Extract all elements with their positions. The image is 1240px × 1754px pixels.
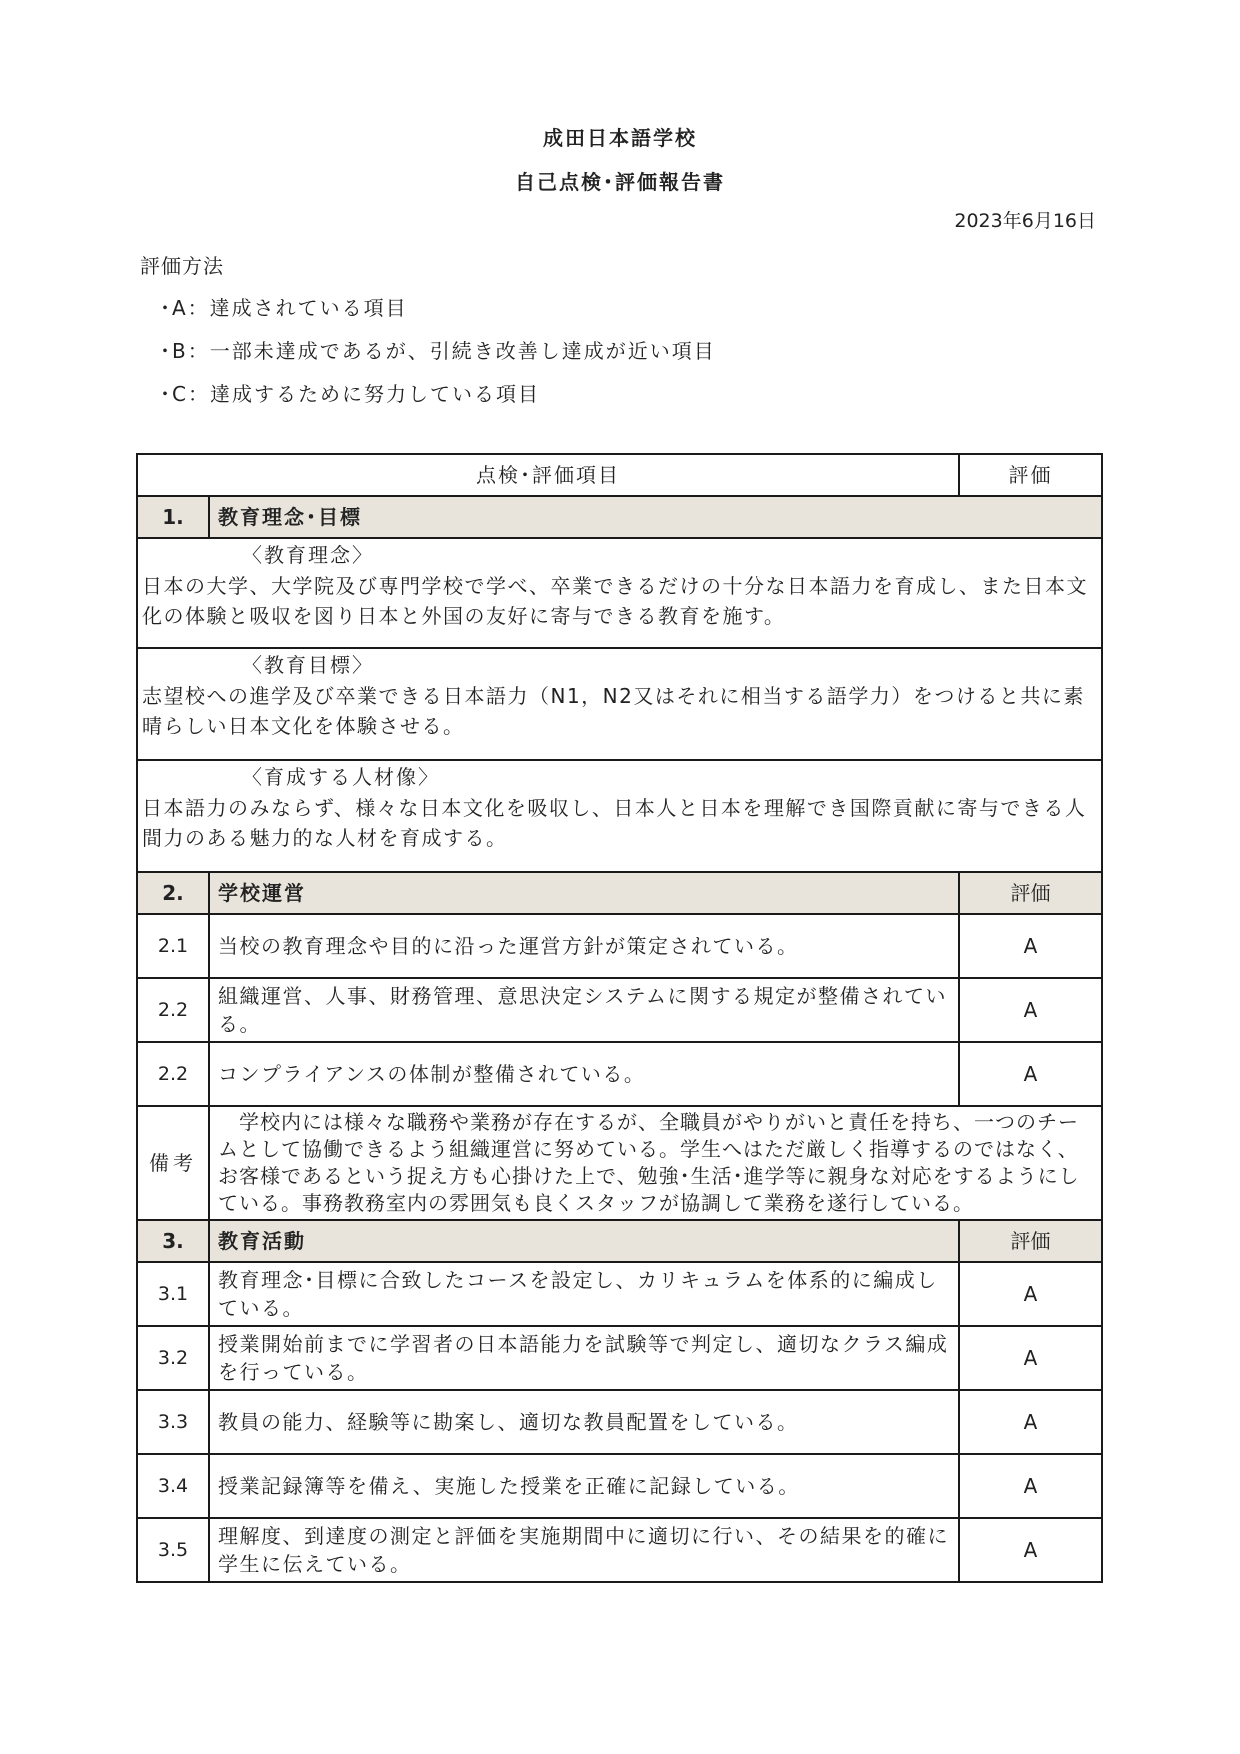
method-item-a: ･A：達成されている項目 xyxy=(160,296,408,320)
item-eval: A xyxy=(959,1326,1102,1390)
remark-label: 備考 xyxy=(137,1106,209,1220)
section-title: 教育理念･目標 xyxy=(209,496,1102,538)
item-number: 3.5 xyxy=(137,1518,209,1582)
table-row xyxy=(137,1326,1102,1390)
section-2-header xyxy=(137,872,1102,914)
item-eval: A xyxy=(959,1390,1102,1454)
item-text: 当校の教育理念や目的に沿った運営方針が策定されている。 xyxy=(209,914,959,978)
item-number: 3.3 xyxy=(137,1390,209,1454)
block-subtitle: 〈教育目標〉 xyxy=(242,653,374,677)
section-1-header xyxy=(137,496,1102,538)
item-eval: A xyxy=(959,1042,1102,1106)
table-row xyxy=(137,914,1102,978)
item-eval: A xyxy=(959,978,1102,1042)
method-item-c: ･C：達成するために努力している項目 xyxy=(160,382,540,406)
section-number: 3. xyxy=(137,1220,209,1262)
evaluation-method-title: 評価方法 xyxy=(140,254,224,278)
item-number: 2.1 xyxy=(137,914,209,978)
section-number: 2. xyxy=(137,872,209,914)
method-item-b: ･B：一部未達成であるが、引続き改善し達成が近い項目 xyxy=(160,339,716,363)
block-text: 志望校への進学及び卒業できる日本語力（N1，N2又はそれに相当する語学力）をつけると共に素晴らしい日本文化を体験させる。 xyxy=(142,684,1085,738)
item-number: 3.4 xyxy=(137,1454,209,1518)
section-number: 1. xyxy=(137,496,209,538)
table-row xyxy=(137,1454,1102,1518)
block-text: 日本の大学、大学院及び専門学校で学べ、卒業できるだけの十分な日本語力を育成し、また日本文化の体験と吸収を図り日本と外国の友好に寄与できる教育を施す。 xyxy=(142,574,1088,628)
item-text: 授業開始前までに学習者の日本語能力を試験等で判定し、適切なクラス編成を行っている。 xyxy=(209,1326,959,1390)
block-text: 日本語力のみならず、様々な日本文化を吸収し、日本人と日本を理解でき国際貢献に寄与できる人間力のある魅力的な人材を育成する。 xyxy=(142,796,1087,850)
item-number: 2.2 xyxy=(137,1042,209,1106)
section-eval-label: 評価 xyxy=(959,872,1102,914)
section-3-header xyxy=(137,1220,1102,1262)
item-text: 理解度、到達度の測定と評価を実施期間中に適切に行い、その結果を的確に学生に伝えている。 xyxy=(209,1518,959,1582)
item-eval: A xyxy=(959,1518,1102,1582)
item-eval: A xyxy=(959,914,1102,978)
header-item: 点検･評価項目 xyxy=(137,454,959,496)
talent-block xyxy=(137,760,1102,872)
remark-row xyxy=(137,1106,1102,1220)
section-eval-label: 評価 xyxy=(959,1220,1102,1262)
table-row xyxy=(137,1518,1102,1582)
table-row xyxy=(137,1042,1102,1106)
item-text: 授業記録簿等を備え、実施した授業を正確に記録している。 xyxy=(209,1454,959,1518)
block-subtitle: 〈教育理念〉 xyxy=(242,543,374,567)
item-text: コンプライアンスの体制が整備されている。 xyxy=(209,1042,959,1106)
table-row xyxy=(137,978,1102,1042)
item-number: 2.2 xyxy=(137,978,209,1042)
philosophy-block xyxy=(137,538,1102,648)
table-header-row xyxy=(137,454,1102,496)
section-title: 教育活動 xyxy=(209,1220,959,1262)
table-row xyxy=(137,1262,1102,1326)
header-eval: 評価 xyxy=(959,454,1102,496)
item-number: 3.1 xyxy=(137,1262,209,1326)
table-row xyxy=(137,1390,1102,1454)
item-eval: A xyxy=(959,1454,1102,1518)
school-name: 成田日本語学校 xyxy=(543,126,697,150)
report-date: 2023年6月16日 xyxy=(954,210,1096,232)
report-title: 自己点検･評価報告書 xyxy=(515,170,725,194)
section-title: 学校運営 xyxy=(209,872,959,914)
item-number: 3.2 xyxy=(137,1326,209,1390)
goal-block xyxy=(137,648,1102,760)
remark-text: 学校内には様々な職務や業務が存在するが、全職員がやりがいと責任を持ち、一つのチームとして協働できるよう組織運営に努めている。学生へはただ厳しく指導するのではなく、お客様であるという捉え方も心掛けた上で、勉強･生活･進学等に親身な対応をするようにしている。事務教務室内の雰囲気も良くスタッフが協調して業務を遂行している。 xyxy=(209,1106,1102,1220)
item-text: 教員の能力、経験等に勘案し、適切な教員配置をしている。 xyxy=(209,1390,959,1454)
item-eval: A xyxy=(959,1262,1102,1326)
evaluation-table xyxy=(136,453,1103,1583)
item-text: 教育理念･目標に合致したコースを設定し、カリキュラムを体系的に編成している。 xyxy=(209,1262,959,1326)
item-text: 組織運営、人事、財務管理、意思決定システムに関する規定が整備されている。 xyxy=(209,978,959,1042)
block-subtitle: 〈育成する人材像〉 xyxy=(242,765,440,789)
